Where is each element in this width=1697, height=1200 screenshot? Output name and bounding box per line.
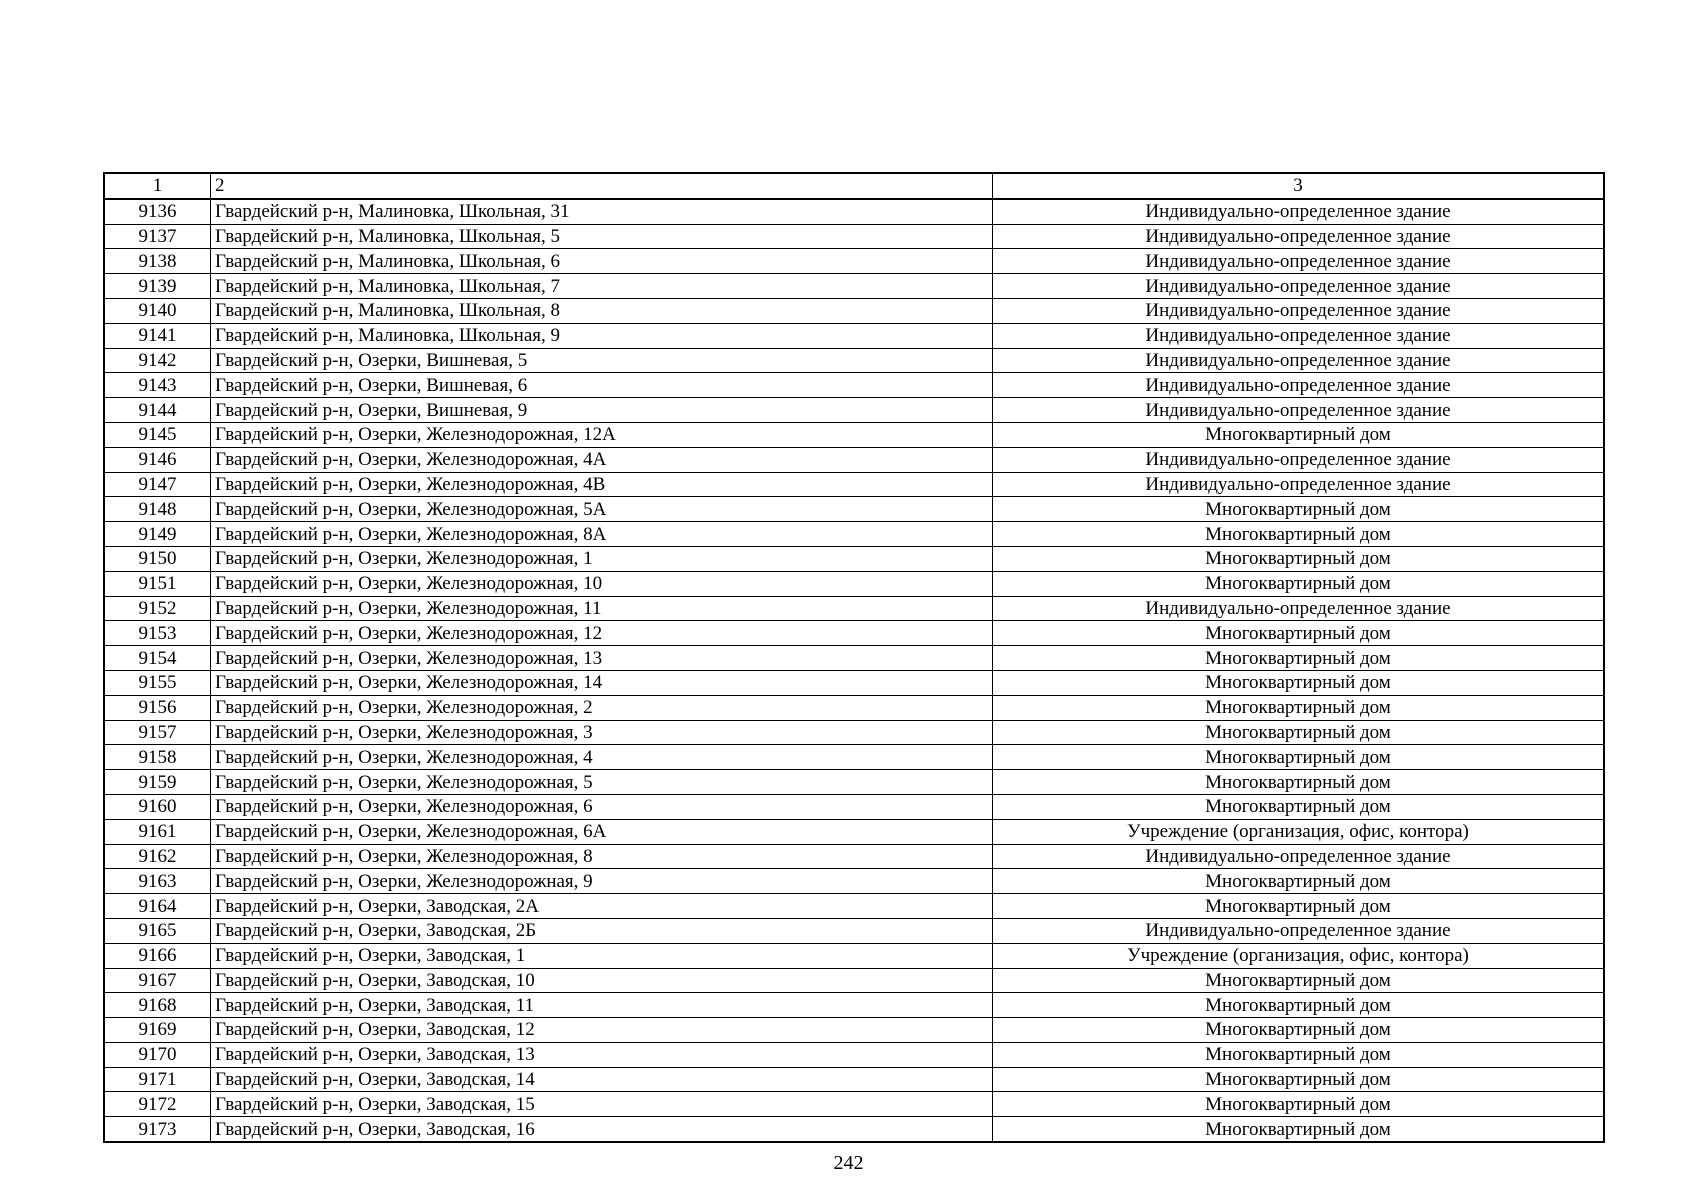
- building-type-cell: Многоквартирный дом: [993, 621, 1605, 646]
- row-number-cell: 9157: [104, 720, 211, 745]
- address-cell: Гвардейский р-н, Озерки, Заводская, 12: [211, 1018, 993, 1043]
- row-number-cell: 9162: [104, 844, 211, 869]
- table-row: [104, 398, 1604, 423]
- row-number-cell: 9170: [104, 1042, 211, 1067]
- row-number-cell: 9154: [104, 646, 211, 671]
- building-type-cell: Индивидуально-определенное здание: [993, 398, 1605, 423]
- building-type-cell: Многоквартирный дом: [993, 1018, 1605, 1043]
- row-number-cell: 9147: [104, 472, 211, 497]
- building-type-cell: Многоквартирный дом: [993, 720, 1605, 745]
- building-type-cell: Индивидуально-определенное здание: [993, 199, 1605, 224]
- table-row: [104, 422, 1604, 447]
- row-number-cell: 9153: [104, 621, 211, 646]
- building-type-cell: Учреждение (организация, офис, контора): [993, 943, 1605, 968]
- table-row: [104, 1117, 1604, 1142]
- building-type-cell: Индивидуально-определенное здание: [993, 596, 1605, 621]
- address-cell: Гвардейский р-н, Озерки, Железнодорожная, 12А: [211, 422, 993, 447]
- building-type-cell: Индивидуально-определенное здание: [993, 274, 1605, 299]
- table-row: [104, 1018, 1604, 1043]
- address-cell: Гвардейский р-н, Малиновка, Школьная, 8: [211, 298, 993, 323]
- table-row: [104, 497, 1604, 522]
- row-number-cell: 9167: [104, 968, 211, 993]
- table-row: [104, 373, 1604, 398]
- table-row: [104, 323, 1604, 348]
- table-row: [104, 770, 1604, 795]
- row-number-cell: 9143: [104, 373, 211, 398]
- row-number-cell: 9145: [104, 422, 211, 447]
- row-number-cell: 9155: [104, 670, 211, 695]
- row-number-cell: 9141: [104, 323, 211, 348]
- table-row: [104, 1092, 1604, 1117]
- table-row: [104, 522, 1604, 547]
- building-type-cell: Многоквартирный дом: [993, 993, 1605, 1018]
- address-cell: Гвардейский р-н, Озерки, Железнодорожная, 9: [211, 869, 993, 894]
- table-row: [104, 274, 1604, 299]
- building-type-cell: Индивидуально-определенное здание: [993, 918, 1605, 943]
- building-type-cell: Индивидуально-определенное здание: [993, 447, 1605, 472]
- table-row: [104, 869, 1604, 894]
- building-type-cell: Многоквартирный дом: [993, 1042, 1605, 1067]
- building-type-cell: Многоквартирный дом: [993, 794, 1605, 819]
- building-type-cell: Многоквартирный дом: [993, 522, 1605, 547]
- row-number-cell: 9148: [104, 497, 211, 522]
- address-cell: Гвардейский р-н, Озерки, Железнодорожная, 13: [211, 646, 993, 671]
- building-type-cell: Многоквартирный дом: [993, 968, 1605, 993]
- table-row: [104, 298, 1604, 323]
- address-cell: Гвардейский р-н, Озерки, Железнодорожная, 2: [211, 695, 993, 720]
- row-number-cell: 9146: [104, 447, 211, 472]
- address-cell: Гвардейский р-н, Озерки, Железнодорожная, 4В: [211, 472, 993, 497]
- address-cell: Гвардейский р-н, Озерки, Заводская, 16: [211, 1117, 993, 1142]
- address-cell: Гвардейский р-н, Озерки, Железнодорожная, 4А: [211, 447, 993, 472]
- building-type-cell: Индивидуально-определенное здание: [993, 348, 1605, 373]
- column-header-2: 2: [211, 173, 993, 199]
- row-number-cell: 9149: [104, 522, 211, 547]
- address-cell: Гвардейский р-н, Озерки, Вишневая, 9: [211, 398, 993, 423]
- building-type-cell: Индивидуально-определенное здание: [993, 472, 1605, 497]
- row-number-cell: 9165: [104, 918, 211, 943]
- address-cell: Гвардейский р-н, Озерки, Железнодорожная, 1: [211, 546, 993, 571]
- address-cell: Гвардейский р-н, Озерки, Вишневая, 6: [211, 373, 993, 398]
- address-cell: Гвардейский р-н, Озерки, Заводская, 14: [211, 1067, 993, 1092]
- table-row: [104, 993, 1604, 1018]
- address-cell: Гвардейский р-н, Озерки, Железнодорожная, 6А: [211, 819, 993, 844]
- building-type-cell: Многоквартирный дом: [993, 745, 1605, 770]
- table-row: [104, 1042, 1604, 1067]
- table-row: [104, 596, 1604, 621]
- building-type-cell: Многоквартирный дом: [993, 670, 1605, 695]
- building-type-cell: Многоквартирный дом: [993, 1067, 1605, 1092]
- table-row: [104, 348, 1604, 373]
- building-type-cell: Индивидуально-определенное здание: [993, 323, 1605, 348]
- address-cell: Гвардейский р-н, Озерки, Железнодорожная, 8: [211, 844, 993, 869]
- building-type-cell: Многоквартирный дом: [993, 646, 1605, 671]
- building-type-cell: Учреждение (организация, офис, контора): [993, 819, 1605, 844]
- address-cell: Гвардейский р-н, Малиновка, Школьная, 9: [211, 323, 993, 348]
- table-row: [104, 745, 1604, 770]
- row-number-cell: 9136: [104, 199, 211, 224]
- address-cell: Гвардейский р-н, Озерки, Железнодорожная, 4: [211, 745, 993, 770]
- row-number-cell: 9152: [104, 596, 211, 621]
- row-number-cell: 9172: [104, 1092, 211, 1117]
- address-cell: Гвардейский р-н, Озерки, Железнодорожная, 6: [211, 794, 993, 819]
- building-type-cell: Многоквартирный дом: [993, 422, 1605, 447]
- building-type-cell: Многоквартирный дом: [993, 497, 1605, 522]
- row-number-cell: 9173: [104, 1117, 211, 1142]
- column-header-3: 3: [993, 173, 1605, 199]
- building-type-cell: Многоквартирный дом: [993, 695, 1605, 720]
- address-cell: Гвардейский р-н, Малиновка, Школьная, 31: [211, 199, 993, 224]
- table-row: [104, 794, 1604, 819]
- address-cell: Гвардейский р-н, Малиновка, Школьная, 5: [211, 224, 993, 249]
- address-cell: Гвардейский р-н, Озерки, Железнодорожная, 5А: [211, 497, 993, 522]
- building-type-cell: Многоквартирный дом: [993, 571, 1605, 596]
- column-header-1: 1: [104, 173, 211, 199]
- address-cell: Гвардейский р-н, Озерки, Заводская, 2А: [211, 894, 993, 919]
- row-number-cell: 9169: [104, 1018, 211, 1043]
- table-row: [104, 546, 1604, 571]
- row-number-cell: 9164: [104, 894, 211, 919]
- table-row: [104, 968, 1604, 993]
- table-header-row: [104, 173, 1604, 199]
- building-type-cell: Индивидуально-определенное здание: [993, 844, 1605, 869]
- table-row: [104, 249, 1604, 274]
- table-row: [104, 224, 1604, 249]
- table-row: [104, 918, 1604, 943]
- table-row: [104, 894, 1604, 919]
- row-number-cell: 9138: [104, 249, 211, 274]
- address-cell: Гвардейский р-н, Озерки, Заводская, 15: [211, 1092, 993, 1117]
- building-type-cell: Многоквартирный дом: [993, 770, 1605, 795]
- building-type-cell: Многоквартирный дом: [993, 1117, 1605, 1142]
- row-number-cell: 9139: [104, 274, 211, 299]
- table-row: [104, 819, 1604, 844]
- table-row: [104, 447, 1604, 472]
- table-row: [104, 571, 1604, 596]
- building-type-cell: Индивидуально-определенное здание: [993, 224, 1605, 249]
- address-cell: Гвардейский р-н, Малиновка, Школьная, 7: [211, 274, 993, 299]
- registry-table: [103, 172, 1605, 1143]
- address-cell: Гвардейский р-н, Малиновка, Школьная, 6: [211, 249, 993, 274]
- address-cell: Гвардейский р-н, Озерки, Железнодорожная, 10: [211, 571, 993, 596]
- table-row: [104, 670, 1604, 695]
- building-type-cell: Многоквартирный дом: [993, 894, 1605, 919]
- row-number-cell: 9156: [104, 695, 211, 720]
- table-row: [104, 646, 1604, 671]
- table-row: [104, 199, 1604, 224]
- address-cell: Гвардейский р-н, Озерки, Железнодорожная, 14: [211, 670, 993, 695]
- table-row: [104, 621, 1604, 646]
- address-cell: Гвардейский р-н, Озерки, Железнодорожная, 8А: [211, 522, 993, 547]
- table-row: [104, 943, 1604, 968]
- row-number-cell: 9140: [104, 298, 211, 323]
- address-cell: Гвардейский р-н, Озерки, Заводская, 10: [211, 968, 993, 993]
- address-cell: Гвардейский р-н, Озерки, Заводская, 2Б: [211, 918, 993, 943]
- row-number-cell: 9168: [104, 993, 211, 1018]
- address-cell: Гвардейский р-н, Озерки, Железнодорожная, 3: [211, 720, 993, 745]
- row-number-cell: 9166: [104, 943, 211, 968]
- row-number-cell: 9158: [104, 745, 211, 770]
- page-number: 242: [833, 1152, 864, 1174]
- address-cell: Гвардейский р-н, Озерки, Заводская, 1: [211, 943, 993, 968]
- address-cell: Гвардейский р-н, Озерки, Железнодорожная, 5: [211, 770, 993, 795]
- row-number-cell: 9171: [104, 1067, 211, 1092]
- building-type-cell: Индивидуально-определенное здание: [993, 298, 1605, 323]
- building-type-cell: Индивидуально-определенное здание: [993, 249, 1605, 274]
- building-type-cell: Многоквартирный дом: [993, 869, 1605, 894]
- address-cell: Гвардейский р-н, Озерки, Железнодорожная, 11: [211, 596, 993, 621]
- table-row: [104, 1067, 1604, 1092]
- building-type-cell: Индивидуально-определенное здание: [993, 373, 1605, 398]
- row-number-cell: 9137: [104, 224, 211, 249]
- table-row: [104, 720, 1604, 745]
- row-number-cell: 9151: [104, 571, 211, 596]
- building-type-cell: Многоквартирный дом: [993, 546, 1605, 571]
- address-cell: Гвардейский р-н, Озерки, Заводская, 13: [211, 1042, 993, 1067]
- row-number-cell: 9160: [104, 794, 211, 819]
- table-row: [104, 844, 1604, 869]
- address-cell: Гвардейский р-н, Озерки, Железнодорожная, 12: [211, 621, 993, 646]
- address-cell: Гвардейский р-н, Озерки, Вишневая, 5: [211, 348, 993, 373]
- row-number-cell: 9150: [104, 546, 211, 571]
- row-number-cell: 9161: [104, 819, 211, 844]
- row-number-cell: 9163: [104, 869, 211, 894]
- table-row: [104, 695, 1604, 720]
- building-type-cell: Многоквартирный дом: [993, 1092, 1605, 1117]
- table-body: [104, 199, 1604, 1142]
- row-number-cell: 9142: [104, 348, 211, 373]
- table-row: [104, 472, 1604, 497]
- address-cell: Гвардейский р-н, Озерки, Заводская, 11: [211, 993, 993, 1018]
- row-number-cell: 9144: [104, 398, 211, 423]
- row-number-cell: 9159: [104, 770, 211, 795]
